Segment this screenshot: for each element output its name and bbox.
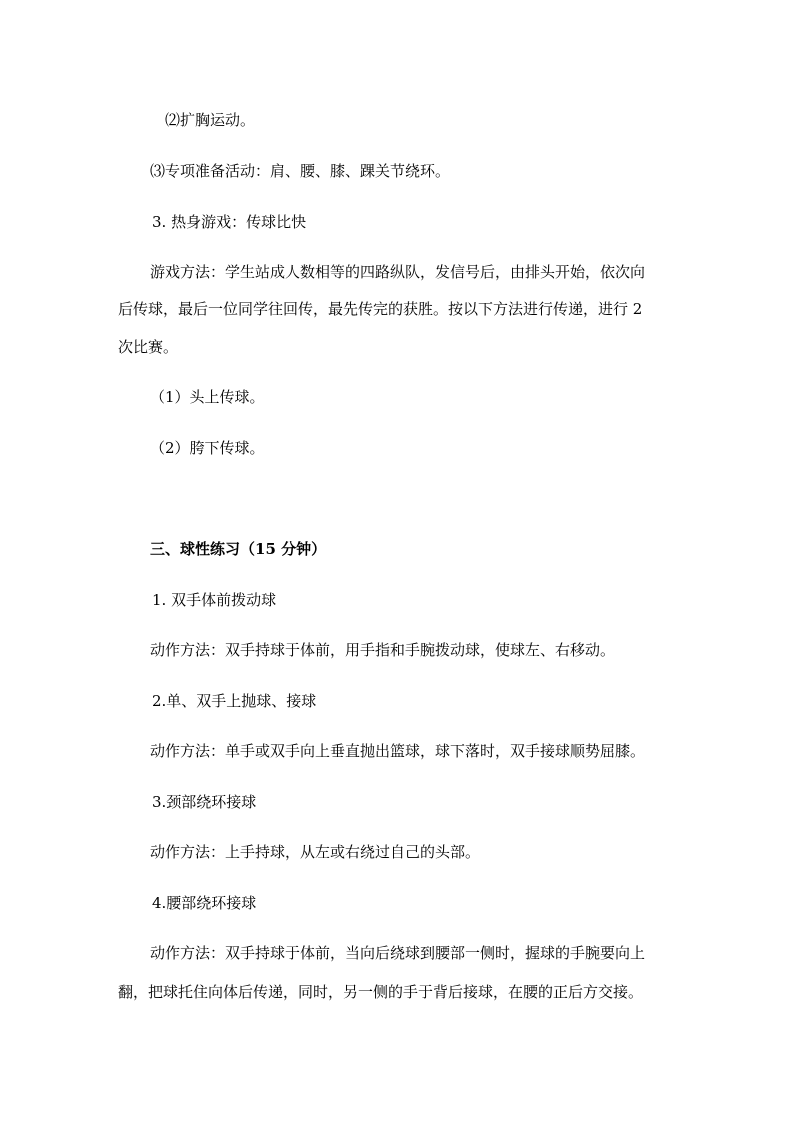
paragraph-game-method-line-1: 游戏方法：学生站成人数相等的四路纵队，发信号后，由排头开始，依次向 — [150, 263, 646, 281]
section-warmup-game-title: 3. 热身游戏：传球比快 — [152, 213, 307, 231]
paragraph-game-method-line-2: 后传球，最后一位同学往回传，最先传完的获胜。按以下方法进行传递，进行 2 — [118, 300, 643, 318]
exercise-1-title: 1. 双手体前拨动球 — [152, 591, 277, 609]
exercise-2-method: 动作方法：单手或双手向上垂直抛出篮球，球下落时，双手接球顺势屈膝。 — [150, 742, 646, 760]
list-item-between-legs-pass: （2）胯下传球。 — [150, 439, 265, 457]
list-item-chest-expansion: ⑵扩胸运动。 — [165, 111, 256, 129]
exercise-3-title: 3.颈部绕环接球 — [152, 793, 257, 811]
exercise-3-method: 动作方法：上手持球，从左或右绕过自己的头部。 — [150, 843, 481, 861]
list-item-joint-rotation: ⑶专项准备活动：肩、腰、膝、踝关节绕环。 — [150, 162, 451, 180]
section-heading-ball-handling: 三、球性练习（15 分钟） — [150, 540, 327, 558]
exercise-4-title: 4.腰部绕环接球 — [152, 894, 257, 912]
exercise-4-method-line-1: 动作方法：双手持球于体前，当向后绕球到腰部一侧时，握球的手腕要向上 — [150, 944, 646, 962]
exercise-2-title: 2.单、双手上抛球、接球 — [152, 692, 317, 710]
exercise-1-method: 动作方法：双手持球于体前，用手指和手腕拨动球，使球左、右移动。 — [150, 641, 616, 659]
paragraph-game-method-line-3: 次比赛。 — [118, 338, 179, 356]
exercise-4-method-line-2: 翻，把球托住向体后传递，同时，另一侧的手于背后接球，在腰的正后方交接。 — [118, 983, 644, 1001]
list-item-overhead-pass: （1）头上传球。 — [150, 388, 265, 406]
